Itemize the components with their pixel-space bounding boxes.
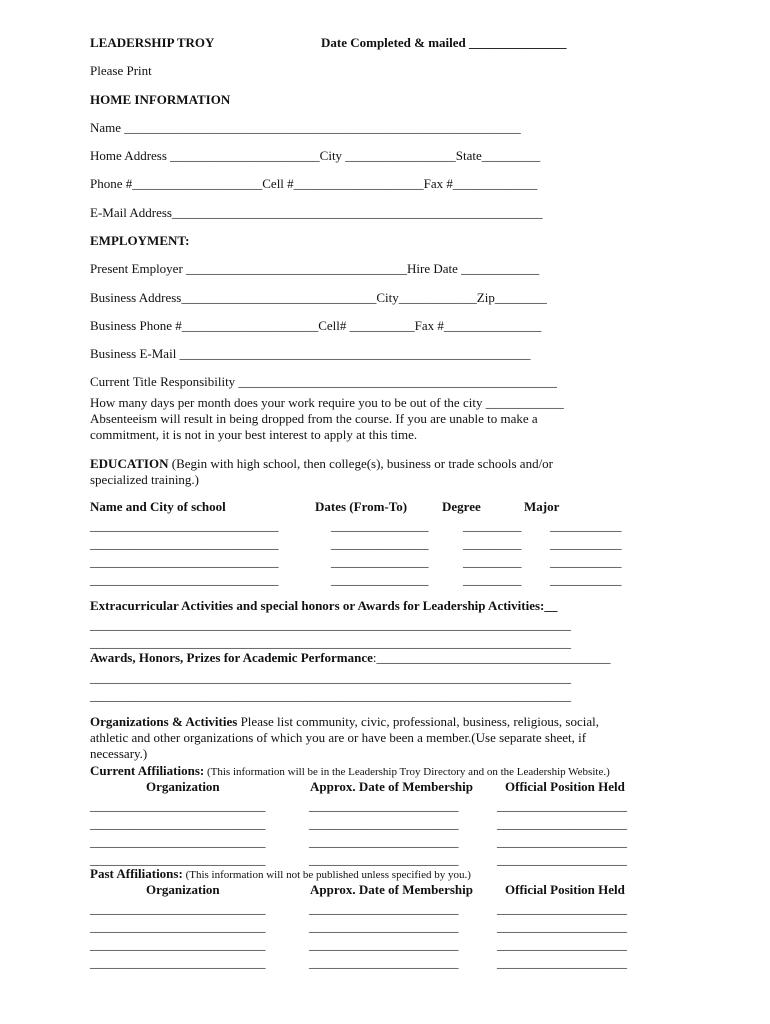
extracurricular-label: Extracurricular Activities and special honors or Awards for Leadership Activities:__ [90, 598, 558, 613]
major-field[interactable]: ___________ [550, 518, 622, 533]
col-organization: Organization [146, 882, 220, 897]
col-membership-date: Approx. Date of Membership [310, 882, 473, 897]
past-position-field[interactable]: ____________________ [497, 901, 627, 916]
organizations-text-2: athletic and other organizations of which you are or have been a member.(Use separate sheet, if [90, 730, 587, 745]
absenteeism-note: Absenteeism will result in being dropped from the course. If you are unable to make a [90, 411, 538, 426]
past-membership-date-field[interactable]: _______________________ [309, 955, 459, 970]
past-membership-date-field[interactable]: _______________________ [309, 901, 459, 916]
awards-label: Awards, Honors, Prizes for Academic Performance [90, 650, 373, 665]
business-address-field[interactable]: Business Address______________________________City____________Zip________ [90, 290, 547, 305]
current-membership-date-field[interactable]: _______________________ [309, 834, 459, 849]
employment-heading: EMPLOYMENT: [90, 233, 190, 248]
degree-field[interactable]: _________ [463, 518, 522, 533]
days-out-field[interactable]: How many days per month does your work require you to be out of the city ____________ [90, 395, 564, 410]
please-print-note: Please Print [90, 63, 152, 78]
col-major: Major [524, 499, 560, 514]
current-position-field[interactable]: ____________________ [497, 816, 627, 831]
col-school-name: Name and City of school [90, 499, 226, 514]
current-position-field[interactable]: ____________________ [497, 852, 627, 867]
degree-field[interactable]: _________ [463, 572, 522, 587]
major-field[interactable]: ___________ [550, 536, 622, 551]
home-heading: HOME INFORMATION [90, 92, 231, 107]
awards-field[interactable]: :____________________________________ [372, 650, 611, 665]
past-affiliations-label: Past Affiliations: [90, 866, 183, 881]
past-affiliations-note: (This information will not be published unless specified by you.) [182, 869, 471, 881]
past-position-field[interactable]: ____________________ [497, 955, 627, 970]
current-position-field[interactable]: ____________________ [497, 834, 627, 849]
home-name-field[interactable]: Name _____________________________________________________________ [90, 120, 521, 135]
school-name-field[interactable]: _____________________________ [90, 536, 279, 551]
past-membership-date-field[interactable]: _______________________ [309, 937, 459, 952]
organizations-intro [90, 714, 599, 730]
past-organization-field[interactable]: ___________________________ [90, 955, 266, 970]
home-email-field[interactable]: E-Mail Address_________________________________________________________ [90, 205, 543, 220]
organizations-text: Please list community, civic, professional, business, religious, social, [237, 714, 599, 729]
degree-field[interactable]: _________ [463, 536, 522, 551]
school-name-field[interactable]: _____________________________ [90, 518, 279, 533]
awards-line[interactable]: __________________________________________________________________________ [90, 688, 571, 703]
current-organization-field[interactable]: ___________________________ [90, 798, 266, 813]
past-position-field[interactable]: ____________________ [497, 937, 627, 952]
school-dates-field[interactable]: _______________ [331, 536, 429, 551]
awards-line[interactable]: __________________________________________________________________________ [90, 670, 571, 685]
current-position-field[interactable]: ____________________ [497, 798, 627, 813]
business-phone-field[interactable]: Business Phone #_____________________Cell# __________Fax #_______________ [90, 318, 542, 333]
current-affiliations-note: (This information will be in the Leadership Troy Directory and on the Leadership Website.) [204, 766, 610, 778]
major-field[interactable]: ___________ [550, 572, 622, 587]
current-affiliations-row [90, 763, 610, 780]
school-name-field[interactable]: _____________________________ [90, 572, 279, 587]
past-membership-date-field[interactable]: _______________________ [309, 919, 459, 934]
school-name-field[interactable]: _____________________________ [90, 554, 279, 569]
absenteeism-note-2: commitment, it is not in your best interest to apply at this time. [90, 427, 418, 442]
organizations-heading: Organizations & Activities [90, 714, 238, 729]
education-heading: EDUCATION [90, 456, 169, 471]
education-note: (Begin with high school, then college(s), business or trade schools and/or [168, 456, 554, 471]
current-organization-field[interactable]: ___________________________ [90, 816, 266, 831]
awards-row [90, 650, 611, 666]
current-affiliations-label: Current Affiliations: [90, 763, 205, 778]
major-field[interactable]: ___________ [550, 554, 622, 569]
date-completed-field[interactable]: Date Completed & mailed _______________ [321, 35, 567, 50]
degree-field[interactable]: _________ [463, 554, 522, 569]
current-organization-field[interactable]: ___________________________ [90, 852, 266, 867]
col-position: Official Position Held [505, 779, 625, 794]
col-organization: Organization [146, 779, 220, 794]
home-phone-field[interactable]: Phone #____________________Cell #____________________Fax #_____________ [90, 176, 538, 191]
past-position-field[interactable]: ____________________ [497, 919, 627, 934]
extracurricular-line[interactable]: __________________________________________________________________________ [90, 635, 571, 650]
org-title: LEADERSHIP TROY [90, 35, 215, 50]
past-organization-field[interactable]: ___________________________ [90, 901, 266, 916]
col-position: Official Position Held [505, 882, 625, 897]
current-membership-date-field[interactable]: _______________________ [309, 798, 459, 813]
col-dates: Dates (From-To) [315, 499, 408, 514]
home-address-field[interactable]: Home Address _______________________City _________________State_________ [90, 148, 541, 163]
past-organization-field[interactable]: ___________________________ [90, 919, 266, 934]
current-membership-date-field[interactable]: _______________________ [309, 852, 459, 867]
current-organization-field[interactable]: ___________________________ [90, 834, 266, 849]
past-organization-field[interactable]: ___________________________ [90, 937, 266, 952]
organizations-text-3: necessary.) [90, 746, 148, 761]
current-membership-date-field[interactable]: _______________________ [309, 816, 459, 831]
school-dates-field[interactable]: _______________ [331, 554, 429, 569]
education-note-2: specialized training.) [90, 472, 200, 487]
past-affiliations-row [90, 866, 471, 883]
employer-field[interactable]: Present Employer __________________________________Hire Date ____________ [90, 261, 540, 276]
extracurricular-line[interactable]: __________________________________________________________________________ [90, 617, 571, 632]
col-membership-date: Approx. Date of Membership [310, 779, 473, 794]
business-email-field[interactable]: Business E-Mail ______________________________________________________ [90, 346, 531, 361]
title-field[interactable]: Current Title Responsibility _________________________________________________ [90, 374, 557, 389]
school-dates-field[interactable]: _______________ [331, 518, 429, 533]
school-dates-field[interactable]: _______________ [331, 572, 429, 587]
education-intro [90, 456, 553, 472]
col-degree: Degree [442, 499, 481, 514]
